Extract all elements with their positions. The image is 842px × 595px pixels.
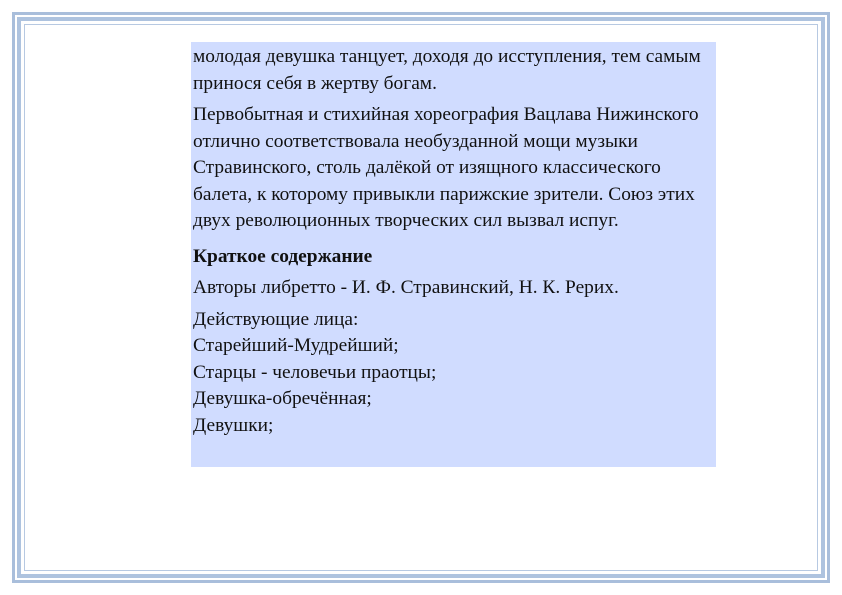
character-item: Старейший-Мудрейший;	[193, 335, 399, 356]
choreography-paragraph: Первобытная и стихийная хореография Вацлава Нижинского отлично соответствовала необузданной мощи музыки Стравинского, столь далёкой от изящного классического балета, к которому привыкли парижские зрители. Союз этих двух революционных творческих сил вызвал испуг.	[193, 104, 699, 231]
character-item: Девушки;	[193, 414, 274, 436]
libretto-authors: Авторы либретто - И. Ф. Стравинский, Н. К. Рерих.	[193, 277, 619, 298]
intro-paragraph: молодая девушка танцует, доходя до исступления, тем самым принося себя в жертву богам.	[193, 46, 701, 94]
summary-heading: Краткое содержание	[193, 245, 373, 267]
character-item: Старцы - человечьи праотцы;	[193, 361, 437, 383]
text-box	[191, 42, 716, 467]
characters-title: Действующие лица:	[193, 308, 359, 330]
character-item: Девушка-обречённая;	[193, 388, 372, 409]
